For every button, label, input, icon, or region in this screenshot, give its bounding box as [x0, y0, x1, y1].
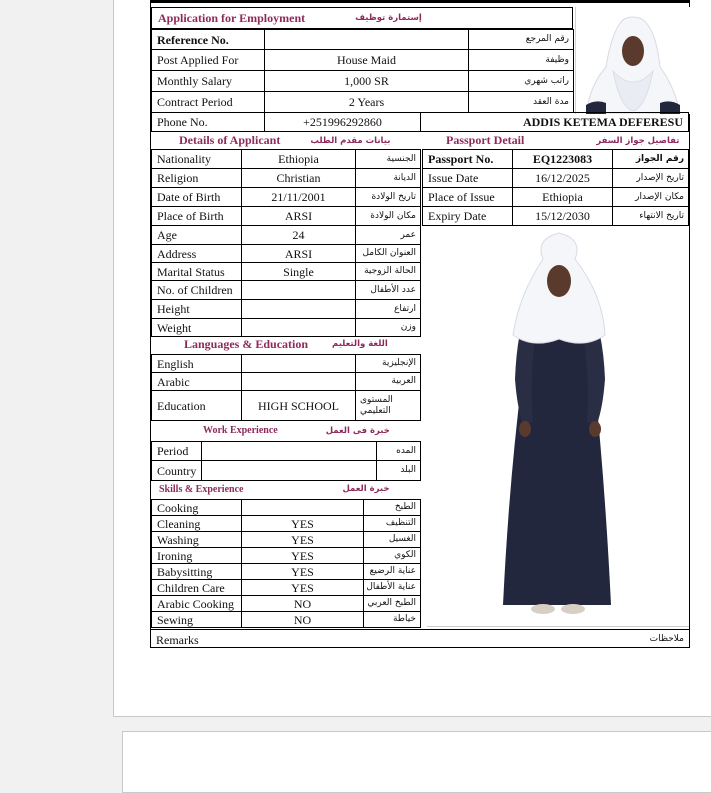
weight-label: Weight [151, 318, 242, 337]
date-of-birth-label-ar: تاريخ الولادة [355, 187, 421, 207]
date-of-birth-value: 21/11/2001 [241, 187, 356, 207]
children-care-label-ar: عناية الأطفال [363, 579, 421, 596]
applicant-heading [151, 132, 421, 149]
passport-no-label: Passport No. [422, 149, 513, 169]
religion-value: Christian [241, 168, 356, 188]
reference-label-ar: رقم المرجع [468, 29, 574, 50]
country-label: Country [151, 460, 202, 481]
title-row [151, 7, 573, 29]
expiry-date-label: Expiry Date [422, 206, 513, 226]
remarks-row [151, 629, 689, 649]
education-label-ar-line2: التعليمي [360, 405, 391, 416]
languages-heading-en: Languages & Education [184, 336, 309, 351]
post-applied-label-ar: وظيفة [468, 49, 574, 71]
washing-label: Washing [151, 531, 242, 548]
next-document-page [122, 731, 711, 793]
place-of-birth-label-ar: مكان الولادة [355, 206, 421, 226]
arabic-cooking-label: Arabic Cooking [151, 595, 242, 612]
place-of-birth-value: ARSI [241, 206, 356, 226]
passport-heading [421, 132, 689, 149]
passport-no-value: EQ1223083 [512, 149, 613, 169]
ironing-value: YES [241, 547, 364, 564]
passport-heading-en: Passport Detail [446, 133, 525, 147]
address-label-ar: العنوان الكامل [355, 244, 421, 263]
applicant-name: ADDIS KETEMA DEFERESU [420, 112, 689, 132]
passport-no-label-ar: رقم الجواز [612, 149, 689, 169]
work-heading-en: Work Experience [203, 425, 278, 436]
education-label-ar [355, 390, 421, 421]
marital-status-value: Single [241, 262, 356, 281]
height-label: Height [151, 299, 242, 319]
religion-label: Religion [151, 168, 242, 188]
nationality-label: Nationality [151, 149, 242, 169]
education-value: HIGH SCHOOL [241, 390, 356, 421]
monthly-salary-label-ar: راتب شهري [468, 70, 574, 92]
no-of-children-value [241, 280, 356, 300]
country-label-ar: البلد [376, 460, 421, 481]
nationality-label-ar: الجنسية [355, 149, 421, 169]
address-label: Address [151, 244, 242, 263]
sewing-label: Sewing [151, 611, 242, 628]
place-of-issue-value: Ethiopia [512, 187, 613, 207]
marital-status-label-ar: الحالة الزوجية [355, 262, 421, 281]
ironing-label: Ironing [151, 547, 242, 564]
passport-heading-ar: تفاصيل جواز السفر [596, 135, 680, 146]
monthly-salary-value: 1,000 SR [264, 70, 469, 92]
skills-heading-en: Skills & Experience [159, 483, 244, 495]
contract-period-value: 2 Years [264, 91, 469, 113]
country-value [201, 460, 377, 481]
cleaning-value: YES [241, 515, 364, 532]
form-title-en: Application for Employment [158, 11, 306, 25]
languages-heading-ar: اللغة والتعليم [332, 339, 388, 349]
cooking-value [241, 499, 364, 516]
cleaning-label: Cleaning [151, 515, 242, 532]
application-form [150, 0, 690, 648]
education-label: Education [151, 390, 242, 421]
post-applied-label: Post Applied For [151, 49, 265, 71]
date-of-birth-label: Date of Birth [151, 187, 242, 207]
washing-label-ar: الغسيل [363, 531, 421, 548]
place-of-issue-label-ar: مكان الإصدار [612, 187, 689, 207]
expiry-date-label-ar: تاريخ الانتهاء [612, 206, 689, 226]
issue-date-label-ar: تاريخ الإصدار [612, 168, 689, 188]
skills-heading [151, 480, 421, 498]
arabic-label: Arabic [151, 372, 242, 391]
arabic-value [241, 372, 356, 391]
phone-value: +251996292860 [264, 112, 421, 132]
contract-period-label-ar: مدة العقد [468, 91, 574, 113]
age-label: Age [151, 225, 242, 245]
babysitting-label-ar: عناية الرضيع [363, 563, 421, 580]
children-care-label: Children Care [151, 579, 242, 596]
english-label-ar: الإنجليزية [355, 354, 421, 373]
applicant-face-photo [575, 7, 689, 114]
marital-status-label: Marital Status [151, 262, 242, 281]
age-value: 24 [241, 225, 356, 245]
applicant-heading-en: Details of Applicant [179, 133, 281, 147]
place-of-issue-label: Place of Issue [422, 187, 513, 207]
age-label-ar: عمر [355, 225, 421, 245]
cleaning-label-ar: التنظيف [363, 515, 421, 532]
expiry-date-value: 15/12/2030 [512, 206, 613, 226]
sewing-label-ar: خياطة [363, 611, 421, 628]
education-label-ar-line1: المستوى [360, 394, 393, 405]
babysitting-label: Babysitting [151, 563, 242, 580]
period-label: Period [151, 441, 202, 461]
religion-label-ar: الديانة [355, 168, 421, 188]
reference-value [264, 29, 469, 50]
arabic-label-ar: العربية [355, 372, 421, 391]
arabic-cooking-label-ar: الطبخ العربي [363, 595, 421, 612]
cooking-label: Cooking [151, 499, 242, 516]
remarks-label-ar: ملاحظات [649, 634, 684, 644]
work-heading [151, 422, 421, 439]
period-value [201, 441, 377, 461]
no-of-children-label: No. of Children [151, 280, 242, 300]
babysitting-value: YES [241, 563, 364, 580]
applicant-heading-ar: بيانات مقدم الطلب [310, 135, 391, 146]
nationality-value: Ethiopia [241, 149, 356, 169]
monthly-salary-label: Monthly Salary [151, 70, 265, 92]
english-value [241, 354, 356, 373]
applicant-full-photo [425, 229, 689, 627]
contract-period-label: Contract Period [151, 91, 265, 113]
form-title-ar: إستمارة توظيف [355, 12, 422, 23]
children-care-value: YES [241, 579, 364, 596]
english-label: English [151, 354, 242, 373]
period-label-ar: المده [376, 441, 421, 461]
post-applied-value: House Maid [264, 49, 469, 71]
weight-label-ar: وزن [355, 318, 421, 337]
washing-value: YES [241, 531, 364, 548]
issue-date-value: 16/12/2025 [512, 168, 613, 188]
skills-heading-ar: خبرة العمل [342, 484, 390, 494]
remarks-label: Remarks [156, 632, 199, 647]
reference-label: Reference No. [151, 29, 265, 50]
place-of-birth-label: Place of Birth [151, 206, 242, 226]
ironing-label-ar: الكوي [363, 547, 421, 564]
phone-label: Phone No. [151, 112, 265, 132]
height-value [241, 299, 356, 319]
languages-heading [151, 335, 421, 353]
work-heading-ar: خبرة فى العمل [325, 425, 390, 436]
address-value: ARSI [241, 244, 356, 263]
sewing-value: NO [241, 611, 364, 628]
issue-date-label: Issue Date [422, 168, 513, 188]
height-label-ar: ارتفاع [355, 299, 421, 319]
no-of-children-label-ar: عدد الأطفال [355, 280, 421, 300]
cooking-label-ar: الطبخ [363, 499, 421, 516]
arabic-cooking-value: NO [241, 595, 364, 612]
